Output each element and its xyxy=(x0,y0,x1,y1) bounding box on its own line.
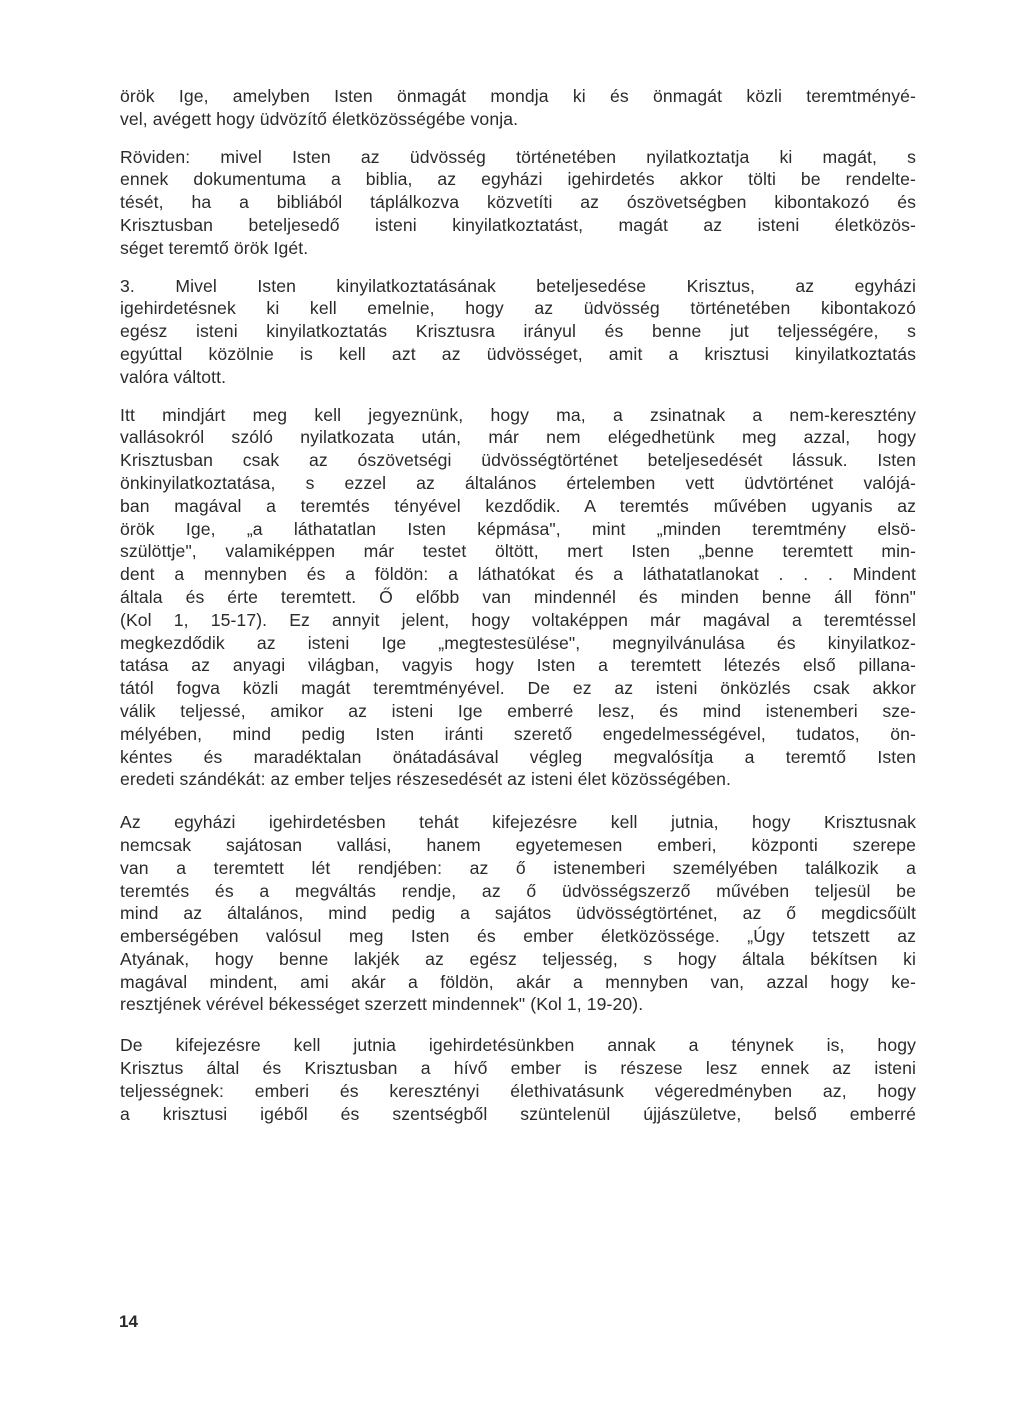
text-line: teljességnek: emberi és keresztényi élethivatásunk végeredményben az, hogy xyxy=(120,1080,916,1101)
text-line: igehirdetésnek ki kell emelnie, hogy az üdvösség történetében kibontakozó xyxy=(120,298,916,319)
text-line: általa és érte teremtett. Ő előbb van mindennél és minden benne áll fönn" xyxy=(120,586,916,607)
page-body xyxy=(120,85,916,1125)
paragraph-1 xyxy=(120,85,916,131)
text-line: dent a mennyben és a földön: a láthatókat és a láthatatlanokat . . . Mindent xyxy=(120,564,916,585)
text-line: teremtés és a megváltás rendje, az ő üdvösségszerző művében teljesül be xyxy=(120,880,916,901)
text-line: tését, ha a bibliából táplálkozva közvetíti az ószövetségben kibontakozó és xyxy=(120,192,916,213)
paragraph-3 xyxy=(120,275,916,389)
text-line: séget teremtő örök Igét. xyxy=(120,237,309,258)
text-line: De kifejezésre kell jutnia igehirdetésünkben annak a ténynek is, hogy xyxy=(120,1035,916,1056)
text-line: a krisztusi igéből és szentségből szüntelenül újjászületve, belső emberré xyxy=(120,1103,916,1124)
text-line: egész isteni kinyilatkoztatás Krisztusra irányul és benne jut teljességére, s xyxy=(120,321,916,342)
paragraph-4 xyxy=(120,404,916,792)
text-line: Itt mindjárt meg kell jegyeznünk, hogy ma, a zsinatnak a nem-keresztény xyxy=(120,404,916,425)
text-line: mind az általános, mind pedig a sajátos üdvösségtörténet, az ő megdicsőült xyxy=(120,903,916,924)
text-line: eredeti szándékát: az ember teljes részesedését az isteni élet közösségében. xyxy=(120,769,732,790)
text-line: magával mindent, ami akár a földön, akár a mennyben van, azzal hogy ke- xyxy=(120,971,916,992)
text-line: emberségében valósul meg Isten és ember életközössége. „Úgy tetszett az xyxy=(120,926,916,947)
text-line: nemcsak sajátosan vallási, hanem egyetemesen emberi, központi szerepe xyxy=(120,834,916,855)
text-line: resztjének vérével békességet szerzett mindennek" (Kol 1, 19-20). xyxy=(120,994,644,1015)
text-line: 3. Mivel Isten kinyilatkoztatásának beteljesedése Krisztus, az egyházi xyxy=(120,275,916,296)
text-line: egyúttal közölnie is kell azt az üdvösséget, amit a krisztusi kinyilatkoztatás xyxy=(120,343,916,364)
page-number: 14 xyxy=(119,1312,138,1331)
text-line: Krisztusban beteljesedő isteni kinyilatkoztatást, magát az isteni életközös- xyxy=(120,214,916,235)
text-line: megkezdődik az isteni Ige „megtestesülése", megnyilvánulása és kinyilatkoz- xyxy=(120,632,916,653)
text-line: Az egyházi igehirdetésben tehát kifejezésre kell jutnia, hogy Krisztusnak xyxy=(120,812,916,833)
text-line: önkinyilatkoztatása, s ezzel az általános értelemben vett üdvtörténet valójá- xyxy=(120,472,916,493)
text-line: Atyának, hogy benne lakjék az egész teljesség, s hogy általa békítsen ki xyxy=(120,948,916,969)
text-line: örök Ige, „a láthatatlan Isten képmása", mint „minden teremtmény elsö- xyxy=(120,518,916,539)
paragraph-2 xyxy=(120,146,916,260)
text-line: vallásokról szóló nyilatkozata után, már nem elégedhetünk meg azzal, hogy xyxy=(120,427,916,448)
paragraph-5 xyxy=(120,811,916,1016)
text-line: mélyében, mind pedig Isten iránti szerető engedelmességével, tudatos, ön- xyxy=(120,723,916,744)
text-line: valóra váltott. xyxy=(120,366,227,387)
text-line: tatása az anyagi világban, vagyis hogy Isten a teremtett létezés első pillana- xyxy=(120,655,916,676)
text-line: tától fogva közli magát teremtményével. De ez az isteni önközlés csak akkor xyxy=(120,678,916,699)
text-line: szülöttje", valamiképpen már testet öltött, mert Isten „benne teremtett min- xyxy=(120,541,916,562)
text-line: ban magával a teremtés tényével kezdődik. A teremtés művében ugyanis az xyxy=(120,495,916,516)
text-line: van a teremtett lét rendjében: az ő istenemberi személyében találkozik a xyxy=(120,857,916,878)
paragraph-6 xyxy=(120,1034,916,1125)
text-line: Krisztus által és Krisztusban a hívő ember is részese lesz ennek az isteni xyxy=(120,1058,916,1079)
text-line: (Kol 1, 15-17). Ez annyit jelent, hogy voltaképpen már magával a teremtéssel xyxy=(120,609,916,630)
text-line: vel, avégett hogy üdvözítő életközösségébe vonja. xyxy=(120,108,519,129)
text-line: ennek dokumentuma a biblia, az egyházi igehirdetés akkor tölti be rendelte- xyxy=(120,169,916,190)
text-line: örök Ige, amelyben Isten önmagát mondja ki és önmagát közli teremtményé- xyxy=(120,86,916,106)
text-line: válik teljessé, amikor az isteni Ige emberré lesz, és mind istenemberi sze- xyxy=(120,700,916,721)
text-line: kéntes és maradéktalan önátadásával végleg megvalósítja a teremtő Isten xyxy=(120,746,916,767)
text-line: Röviden: mivel Isten az üdvösség történetében nyilatkoztatja ki magát, s xyxy=(120,146,916,167)
text-line: Krisztusban csak az ószövetségi üdvösségtörténet beteljesedését lássuk. Isten xyxy=(120,450,916,471)
